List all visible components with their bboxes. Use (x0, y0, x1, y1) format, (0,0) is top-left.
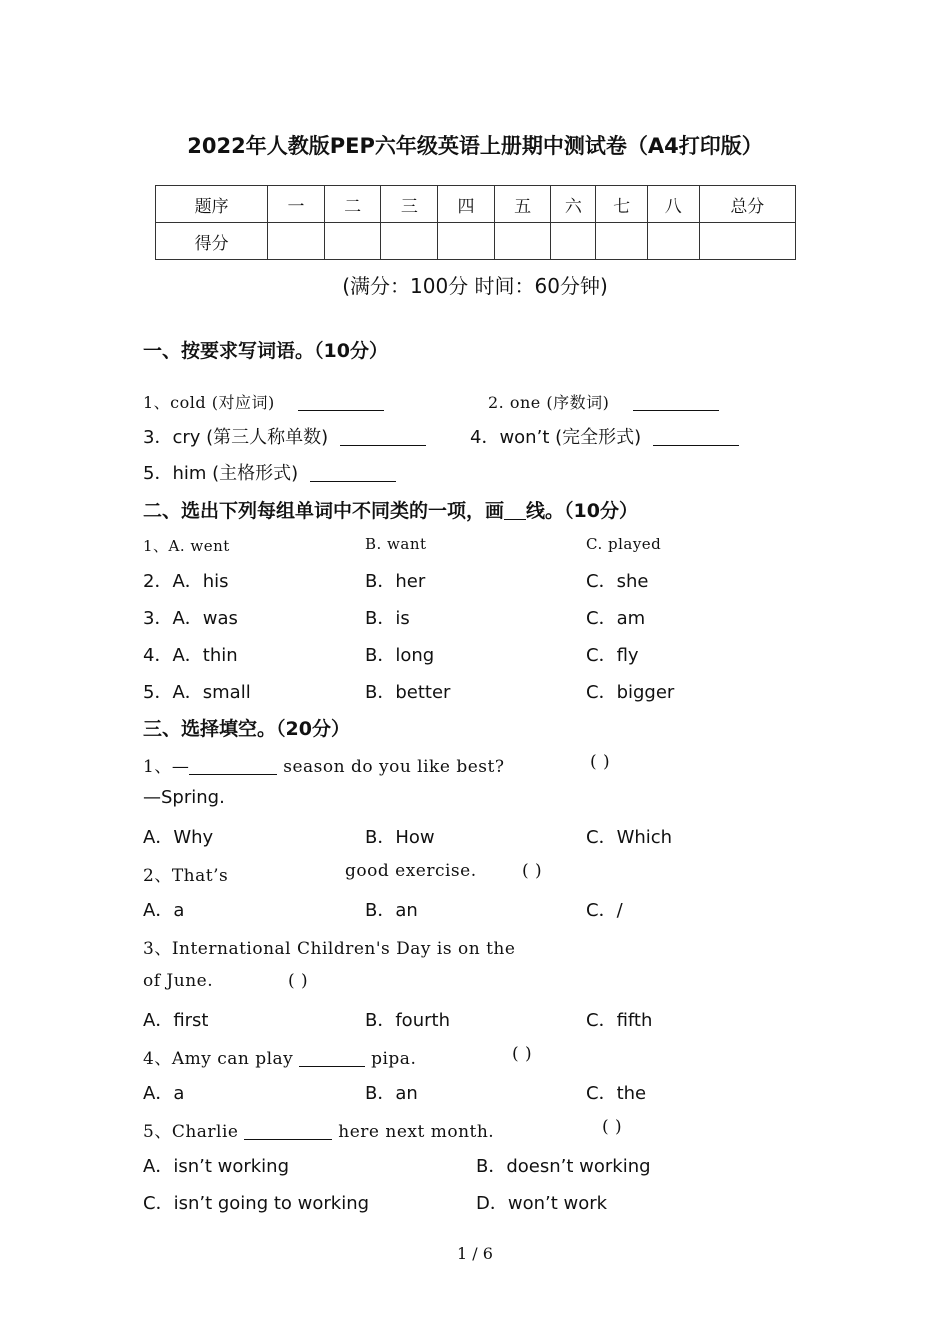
option-5a[interactable]: 5．A．small (143, 682, 251, 703)
option-3-4a[interactable]: A．a (143, 1083, 185, 1104)
answer-paren[interactable]: ( ) (512, 1044, 533, 1064)
question-text: 1、cold (对应词) (143, 393, 275, 412)
option-3b[interactable]: B．is (365, 608, 410, 629)
question-1-3 (143, 423, 426, 449)
answer-blank[interactable] (244, 1122, 332, 1140)
score-input-cell[interactable] (494, 223, 551, 260)
table-cell: 总分 (699, 186, 795, 223)
question-3-1 (143, 752, 504, 777)
score-input-cell[interactable] (324, 223, 381, 260)
question-3-2-rest: good exercise. (345, 861, 477, 881)
option-2c[interactable]: C．she (586, 571, 649, 592)
table-cell: 一 (268, 186, 325, 223)
option-3a[interactable]: 3．A．was (143, 608, 238, 629)
underline-mark (504, 502, 526, 520)
option-1c[interactable]: C. played (586, 535, 662, 553)
heading-text: 线。（10分） (526, 500, 638, 522)
option-5b[interactable]: B．better (365, 682, 451, 703)
option-3-2c[interactable]: C．/ (586, 900, 623, 921)
question-text: 4、Amy can play (143, 1049, 300, 1069)
option-3-4c[interactable]: C．the (586, 1083, 647, 1104)
question-text: 4．won’t (完全形式) (470, 427, 642, 448)
option-3-3a[interactable]: A．first (143, 1010, 209, 1031)
answer-paren[interactable]: ( ) (602, 1117, 623, 1137)
section-3-heading: 三、选择填空。（20分） (143, 718, 350, 740)
answer-blank[interactable] (298, 394, 384, 411)
option-3-2b[interactable]: B．an (365, 900, 418, 921)
question-text: here next month. (332, 1122, 495, 1142)
score-table-score-row (156, 223, 796, 260)
option-4b[interactable]: B．long (365, 645, 435, 666)
question-text: season do you like best? (277, 757, 505, 777)
option-4a[interactable]: 4．A．thin (143, 645, 238, 666)
option-1a[interactable]: 1、A. went (143, 537, 230, 555)
answer-blank[interactable] (310, 463, 396, 482)
answer-blank[interactable] (189, 757, 277, 775)
table-cell: 八 (647, 186, 699, 223)
exam-meta: (满分：100分 时间：60分钟) (342, 274, 608, 298)
score-input-cell[interactable] (647, 223, 699, 260)
question-1-1 (143, 390, 384, 413)
question-text: 3．cry (第三人称单数) (143, 427, 329, 448)
section-2-heading (143, 496, 638, 523)
question-text: 5．him (主格形式) (143, 463, 299, 484)
answer-blank[interactable] (299, 1049, 365, 1067)
question-text: pipa. (365, 1049, 417, 1069)
question-3-1-answer: —Spring. (143, 787, 225, 808)
option-3-5b[interactable]: B．doesn’t working (476, 1156, 651, 1177)
option-1b[interactable]: B. want (365, 535, 427, 553)
question-text: 5、Charlie (143, 1122, 245, 1142)
answer-paren[interactable]: ( ) (590, 752, 611, 772)
section-1-heading: 一、按要求写词语。（10分） (143, 340, 388, 362)
option-2a[interactable]: 2．A．his (143, 571, 229, 592)
option-3-3b[interactable]: B．fourth (365, 1010, 450, 1031)
score-input-cell[interactable] (551, 223, 596, 260)
score-table (155, 185, 796, 260)
question-1-4 (470, 423, 739, 449)
option-3-4b[interactable]: B．an (365, 1083, 418, 1104)
option-3-5c[interactable]: C．isn’t going to working (143, 1193, 370, 1214)
answer-blank[interactable] (653, 427, 739, 446)
answer-blank[interactable] (340, 427, 426, 446)
option-4c[interactable]: C．fly (586, 645, 639, 666)
option-3-5d[interactable]: D．won’t work (476, 1193, 608, 1214)
score-input-cell[interactable] (699, 223, 795, 260)
table-cell: 题序 (156, 186, 268, 223)
score-input-cell[interactable] (381, 223, 438, 260)
table-cell: 五 (494, 186, 551, 223)
table-cell: 二 (324, 186, 381, 223)
table-cell: 得分 (156, 223, 268, 260)
option-5c[interactable]: C．bigger (586, 682, 675, 703)
score-table-header-row (156, 186, 796, 223)
score-input-cell[interactable] (268, 223, 325, 260)
option-3-1b[interactable]: B．How (365, 827, 435, 848)
question-1-5 (143, 459, 396, 485)
option-3-5a[interactable]: A．isn’t working (143, 1156, 289, 1177)
option-3c[interactable]: C．am (586, 608, 646, 629)
option-2b[interactable]: B．her (365, 571, 426, 592)
table-cell: 七 (596, 186, 648, 223)
option-3-3c[interactable]: C．fifth (586, 1010, 653, 1031)
table-cell: 三 (381, 186, 438, 223)
question-1-2 (488, 390, 719, 413)
score-input-cell[interactable] (438, 223, 495, 260)
score-input-cell[interactable] (596, 223, 648, 260)
page-title: 2022年人教版PEP六年级英语上册期中测试卷（A4打印版） (187, 134, 763, 158)
question-3-5 (143, 1117, 494, 1142)
answer-paren[interactable]: ( ) (522, 861, 543, 881)
table-cell: 六 (551, 186, 596, 223)
option-3-2a[interactable]: A．a (143, 900, 185, 921)
option-3-1c[interactable]: C．Which (586, 827, 673, 848)
question-3-2: 2、That’s (143, 866, 229, 886)
question-3-4 (143, 1044, 416, 1069)
heading-text: 二、选出下列每组单词中不同类的一项，画 (143, 500, 505, 522)
question-text: 1、— (143, 757, 190, 777)
answer-blank[interactable] (633, 394, 719, 411)
page-number: 1 / 6 (457, 1244, 493, 1263)
table-cell: 四 (438, 186, 495, 223)
question-3-3-line2: of June. (143, 971, 214, 991)
question-text: 2. one (序数词) (488, 393, 610, 412)
answer-paren[interactable]: ( ) (288, 971, 309, 991)
question-3-3: 3、International Children's Day is on the (143, 939, 516, 959)
option-3-1a[interactable]: A．Why (143, 827, 214, 848)
